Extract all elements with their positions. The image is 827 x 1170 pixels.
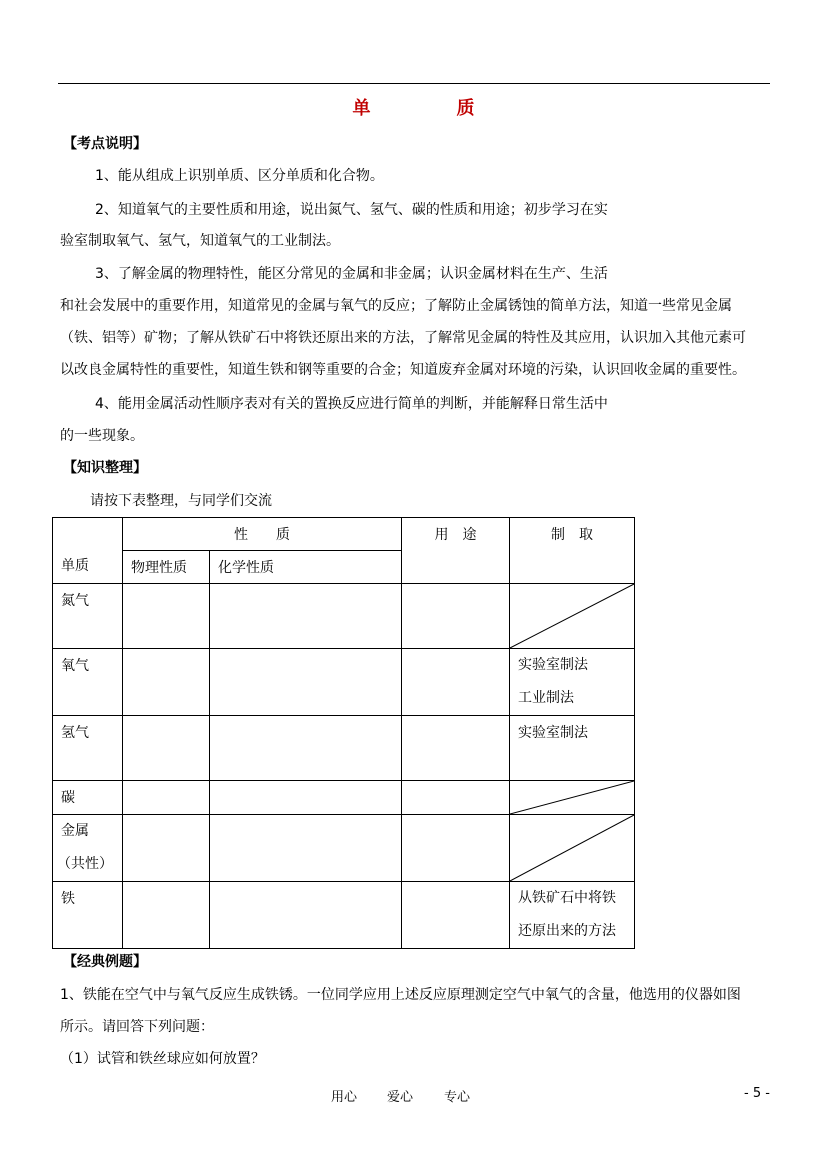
diagonal-slash	[510, 815, 634, 881]
item-4-line-2: 的一些现象。	[60, 428, 144, 444]
example-1-line-1: 1、铁能在空气中与氧气反应生成铁锈。一位同学应用上述反应原理测定空气中氧气的含量，他选用的仪器如图	[60, 987, 741, 1003]
row-name: 氢气	[61, 725, 89, 741]
table-row	[53, 815, 635, 882]
jingdian-heading: 【经典例题】	[63, 954, 147, 970]
item-3-line-1: 3、了解金属的物理特性，能区分常见的金属和非金属；认识金属材料在生产、生活	[95, 266, 608, 282]
zhishi-heading: 【知识整理】	[63, 460, 147, 476]
zhiqu-cell-metal	[510, 815, 635, 882]
item-3-line-4: 以改良金属特性的重要性，知道生铁和钢等重要的合金；知道废弃金属对环境的污染，认识回收金属的重要性。	[60, 362, 746, 378]
footer-motto-3: 专心	[444, 1090, 471, 1105]
kaodian-heading: 【考点说明】	[63, 136, 147, 152]
table-row	[53, 716, 635, 781]
row-name-block	[53, 815, 122, 881]
page-title: 单 质	[352, 98, 509, 119]
header-yongtu: 用 途	[434, 527, 477, 543]
row-name: 氮气	[61, 593, 89, 609]
zhiqu-cell-na	[510, 584, 635, 649]
header-zhiqu: 制 取	[551, 527, 593, 543]
header-rule	[58, 83, 770, 84]
header-cell-xingzhi	[123, 518, 402, 551]
row-name: 氧气	[61, 658, 89, 674]
table-row	[53, 649, 635, 716]
item-1: 1、能从组成上识别单质、区分单质和化合物。	[95, 168, 384, 184]
zhiqu-text	[510, 882, 634, 948]
header-xingzhi: 性 质	[234, 527, 290, 543]
row-name: 金属	[61, 823, 89, 839]
table-row	[53, 584, 635, 649]
zhiqu-text	[510, 649, 634, 715]
zhiqu-cell-c	[510, 781, 635, 815]
diagonal-slash	[510, 584, 634, 648]
footer-motto-1: 用心	[331, 1090, 358, 1105]
item-2-line-2: 验室制取氧气、氢气，知道氧气的工业制法。	[60, 233, 340, 249]
item-2-line-1: 2、知道氧气的主要性质和用途，说出氮气、氢气、碳的性质和用途；初步学习在实	[95, 202, 608, 218]
row-name: 碳	[61, 790, 75, 806]
row-name-sub: （共性）	[57, 856, 113, 872]
header-wuli: 物理性质	[131, 560, 187, 576]
question-1: （1）试管和铁丝球应如何放置？	[60, 1051, 265, 1067]
knowledge-table	[52, 517, 635, 949]
zhiqu-line-2: 还原出来的方法	[518, 923, 616, 939]
diagonal-slash	[510, 781, 634, 814]
header-cell-huaxue	[210, 551, 402, 584]
header-cell-yongtu	[402, 518, 510, 584]
zhiqu-line-2: 工业制法	[518, 690, 574, 706]
item-3-line-3: （铁、铝等）矿物；了解从铁矿石中将铁还原出来的方法，了解常见金属的特性及其应用，认识加入其他元素可	[60, 330, 746, 346]
example-1-line-2: 所示。请回答下列问题：	[60, 1019, 214, 1035]
header-cell-danzhi	[53, 518, 123, 584]
zhiqu-line-1: 实验室制法	[518, 725, 588, 741]
footer-motto-2: 爱心	[387, 1090, 414, 1105]
page-number: - 5 -	[744, 1086, 770, 1101]
table-row	[53, 882, 635, 949]
zhiqu-line-1: 从铁矿石中将铁	[518, 890, 616, 906]
header-cell-wuli	[123, 551, 210, 584]
item-3-line-2: 和社会发展中的重要作用，知道常见的金属与氧气的反应；了解防止金属锈蚀的简单方法，知道一些常见金属	[60, 298, 732, 314]
row-name: 铁	[61, 891, 75, 907]
header-cell-zhiqu	[510, 518, 635, 584]
item-4-line-1: 4、能用金属活动性顺序表对有关的置换反应进行简单的判断，并能解释日常生活中	[95, 396, 608, 412]
zhiqu-line-1: 实验室制法	[518, 657, 588, 673]
table-intro: 请按下表整理，与同学们交流	[90, 493, 272, 509]
header-danzhi: 单质	[61, 558, 89, 574]
table-row	[53, 781, 635, 815]
header-huaxue: 化学性质	[218, 560, 274, 576]
